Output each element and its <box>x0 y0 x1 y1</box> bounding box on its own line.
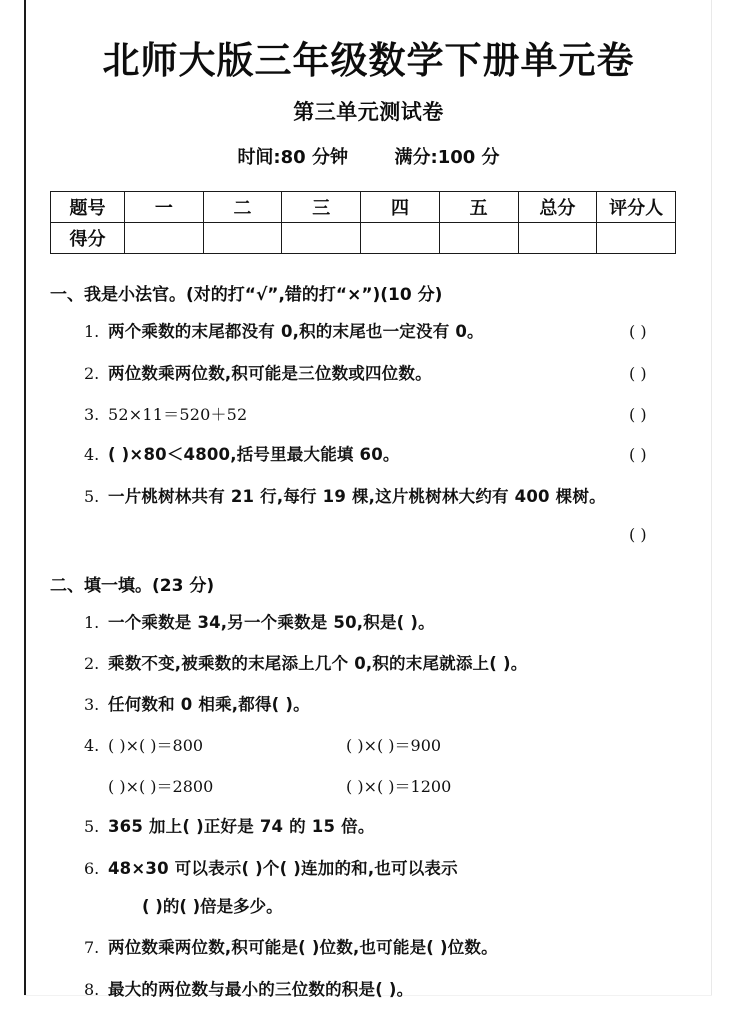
score-table-header-cell-total: 总分 <box>518 192 597 223</box>
section-2-question-list <box>50 612 703 1001</box>
question-row <box>84 653 703 675</box>
answer-parentheses[interactable]: ( ) <box>629 404 647 424</box>
answer-parentheses[interactable]: ( ) <box>629 322 647 342</box>
section-2-title: 二、填一填。(23 分) <box>50 575 215 596</box>
question-number: 1. <box>84 322 100 342</box>
score-table-row-label: 得分 <box>51 223 125 254</box>
table-row <box>51 223 676 254</box>
list-item <box>50 979 703 1001</box>
question-row <box>84 937 703 959</box>
question-text-continued[interactable]: ( )的( )倍是多少。 <box>142 897 283 917</box>
spacer <box>50 385 703 404</box>
section-1-title: 一、我是小法官。(对的打“√”,错的打“×”)(10 分) <box>50 285 443 306</box>
spacer <box>50 675 703 694</box>
score-table-header-cell-4: 四 <box>361 192 440 223</box>
score-cell-1[interactable] <box>125 223 204 254</box>
spacer <box>50 716 703 735</box>
spacer <box>50 918 703 937</box>
question-number: 7. <box>84 938 100 958</box>
question-number: 3. <box>84 695 100 715</box>
spacer <box>84 880 703 896</box>
question-row <box>84 363 703 385</box>
list-item <box>50 321 703 343</box>
spacer <box>84 757 703 776</box>
section-fill-in-blank <box>26 546 711 1001</box>
list-item <box>50 486 703 546</box>
question-number: 2. <box>84 363 100 383</box>
question-number: 5. <box>84 817 100 837</box>
question-row <box>84 404 703 426</box>
spacer <box>50 797 703 816</box>
question-number: 6. <box>84 858 100 878</box>
spacer <box>84 508 703 524</box>
equation-row-1 <box>108 735 584 757</box>
question-number: 3. <box>84 404 100 424</box>
list-item <box>50 653 703 675</box>
list-item <box>50 404 703 426</box>
score-table <box>50 191 676 254</box>
question-number: 5. <box>84 486 100 506</box>
score-table-header-cell-2: 二 <box>203 192 282 223</box>
question-text[interactable]: 48×30 可以表示( )个( )连加的和,也可以表示 <box>108 858 458 878</box>
exam-time: 时间:80 分钟 <box>237 147 348 169</box>
list-item <box>50 612 703 634</box>
list-item <box>50 816 703 838</box>
question-row <box>84 858 703 880</box>
spacer <box>50 960 703 979</box>
question-number: 2. <box>84 653 100 673</box>
question-row <box>84 694 703 716</box>
equation-2800[interactable]: ( )×( )＝2800 <box>108 776 214 796</box>
question-number: 1. <box>84 612 100 632</box>
question-row <box>84 979 703 1001</box>
list-item <box>50 363 703 385</box>
page-title: 北师大版三年级数学下册单元卷 <box>102 39 635 82</box>
answer-parentheses[interactable]: ( ) <box>629 524 647 544</box>
question-text: ( )×80＜4800,括号里最大能填 60。 <box>108 445 400 465</box>
question-number: 4. <box>84 736 100 756</box>
question-number: 8. <box>84 979 100 999</box>
equation-1200[interactable]: ( )×( )＝1200 <box>346 776 452 796</box>
list-item <box>50 694 703 716</box>
equation-800[interactable]: ( )×( )＝800 <box>108 736 204 756</box>
question-text: 52×11＝520＋52 <box>108 404 248 424</box>
page-content <box>26 0 711 999</box>
spacer <box>50 634 703 653</box>
question-row-wrap <box>84 524 703 546</box>
table-row <box>51 192 676 223</box>
question-text[interactable]: 最大的两位数与最小的三位数的积是( )。 <box>108 979 414 999</box>
question-row <box>84 444 703 466</box>
spacer <box>50 305 703 321</box>
spacer <box>50 596 703 612</box>
question-row <box>84 735 703 757</box>
question-text: 两位数乘两位数,积可能是三位数或四位数。 <box>108 363 432 383</box>
section-1-question-list <box>50 321 703 545</box>
question-text[interactable]: 两位数乘两位数,积可能是( )位数,也可能是( )位数。 <box>108 938 498 958</box>
equation-row-2 <box>108 776 584 798</box>
score-cell-4[interactable] <box>361 223 440 254</box>
question-number: 4. <box>84 445 100 465</box>
list-item <box>50 858 703 919</box>
question-text: 两个乘数的末尾都没有 0,积的末尾也一定没有 0。 <box>108 322 484 342</box>
answer-parentheses[interactable]: ( ) <box>629 445 647 465</box>
score-table-header-cell-3: 三 <box>282 192 361 223</box>
spacer <box>50 839 703 858</box>
page-subtitle: 第三单元测试卷 <box>293 100 444 125</box>
question-text[interactable]: 任何数和 0 相乘,都得( )。 <box>108 695 310 715</box>
score-cell-3[interactable] <box>282 223 361 254</box>
exam-total-score: 满分:100 分 <box>394 147 500 169</box>
list-item <box>50 444 703 466</box>
spacer <box>50 467 703 486</box>
spacer <box>50 344 703 363</box>
score-cell-grader[interactable] <box>597 223 676 254</box>
score-table-header-cell-5: 五 <box>439 192 518 223</box>
question-row <box>84 816 703 838</box>
score-table-header-cell-grader: 评分人 <box>597 192 676 223</box>
question-text[interactable]: 365 加上( )正好是 74 的 15 倍。 <box>108 817 375 837</box>
score-table-wrap <box>26 169 711 254</box>
question-text[interactable]: 一个乘数是 34,另一个乘数是 50,积是( )。 <box>108 612 435 632</box>
score-cell-total[interactable] <box>518 223 597 254</box>
question-row <box>84 776 703 798</box>
question-row <box>84 321 703 343</box>
score-table-header-label: 题号 <box>51 192 125 223</box>
list-item <box>50 937 703 959</box>
score-cell-2[interactable] <box>203 223 282 254</box>
question-text[interactable]: 乘数不变,被乘数的末尾添上几个 0,积的末尾就添上( )。 <box>108 653 528 673</box>
score-table-header-cell-1: 一 <box>125 192 204 223</box>
score-cell-5[interactable] <box>439 223 518 254</box>
exam-info-line <box>26 126 711 169</box>
list-item <box>50 735 703 797</box>
equation-900[interactable]: ( )×( )＝900 <box>346 736 442 756</box>
question-text: 一片桃树林共有 21 行,每行 19 棵,这片桃树林大约有 400 棵树。 <box>108 486 606 506</box>
page-right-border <box>711 0 712 996</box>
question-row <box>84 612 703 634</box>
spacer <box>50 425 703 444</box>
answer-parentheses[interactable]: ( ) <box>629 363 647 383</box>
question-row <box>84 486 703 508</box>
section-true-false <box>26 254 711 545</box>
